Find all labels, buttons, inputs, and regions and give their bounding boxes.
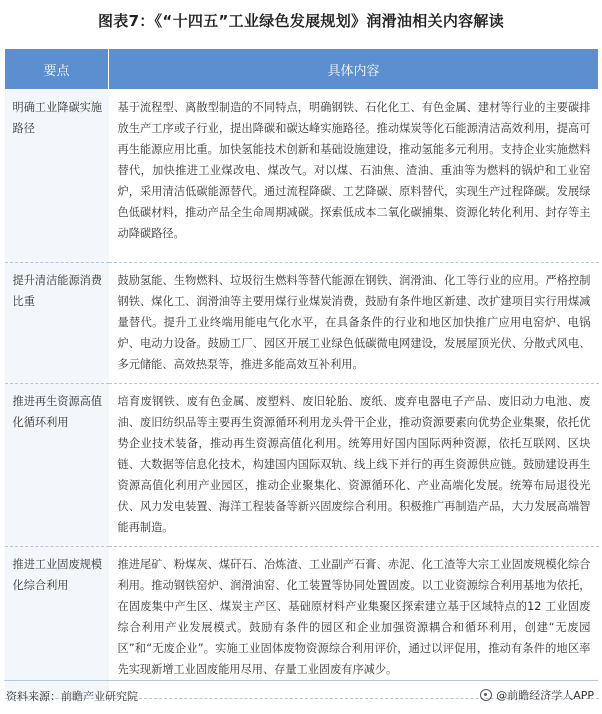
row-content: 推进尾矿、粉煤灰、煤矸石、冶炼渣、工业副产石膏、赤泥、化工渣等大宗工业固废规模化综合利用。推动钢铁窑炉、润滑油窑、化工装置等协同处置固废。以工业资源综合利用基地为依托，在固废集中产生区、煤炭主产区、基础原材料产业集聚区探索建立基于区域特点的12 工业固废综合利用产业发展模式。鼓励有条件的园区和企业加强资源耦合和循环利用，创建“无废园区”和“无废企业”。实施工业固体废物资源综合利用评价，通过以评促用，推动有条件的地区率先实现新增工业固废能用尽用、存量工业固废有序减少。	[109, 547, 599, 699]
row-key: 推进工业固废规模化综合利用	[5, 547, 109, 699]
footer-divider	[4, 680, 598, 681]
row-key: 提升清洁能源消费比重	[5, 263, 109, 384]
source-note: 资料来源：前瞻产业研究院	[6, 690, 138, 703]
row-key: 推进再生资源高值化循环利用	[5, 384, 109, 547]
row-content: 基于流程型、离散型制造的不同特点，明确钢铁、石化化工、有色金属、建材等行业的主要碳排放生产工序或子行业，提出降碳和碳达峰实施路径。推动煤炭等化石能源清洁高效利用，提高可再生能源应用比重。加快氢能技术创新和基础设施建设，推动氢能多元利用。支持企业实施燃料替代，加快推进工业煤改电、煤改气。对以煤、石油焦、渣油、重油等为燃料的锅炉和工业窑炉，采用清洁低碳能源替代。通过流程降碳、工艺降碳、原料替代，实现生产过程降碳。发展绿色低碳材料，推动产品全生命周期减碳。探索低成本二氧化碳捕集、资源化转化利用、封存等主动降碳路径。	[109, 90, 599, 263]
policy-table	[4, 48, 599, 699]
table-row	[5, 384, 599, 547]
table-row	[5, 263, 599, 384]
brand-label: @前瞻经济学人APP	[496, 689, 594, 702]
brand-credit	[480, 687, 594, 703]
row-content: 培育废钢铁、废有色金属、废塑料、废旧轮胎、废纸、废弃电器电子产品、废旧动力电池、废油、废旧纺织品等主要再生资源循环利用龙头骨干企业，推动资源要素向优势企业集聚，依托优势企业技术装备，推动再生资源高值化利用。统筹用好国内国际两种资源，依托互联网、区块链、大数据等信息化技术，构建国内国际双轨、线上线下并行的再生资源供应链。鼓励建设再生资源高值化利用产业园区，推动企业聚集化、资源循环化、产业高端化发展。统筹布局退役光伏、风力发电装置、海洋工程装备等新兴固废综合利用。积极推广再制造产品，大力发展高端智能再制造。	[109, 384, 599, 547]
table-header-row	[5, 49, 599, 90]
brand-logo-icon	[480, 689, 492, 701]
page-title: 图表7：《“十四五”工业绿色发展规划》润滑油相关内容解读	[97, 12, 505, 30]
column-header-key: 要点	[5, 49, 109, 90]
column-header-content: 具体内容	[109, 49, 599, 90]
table-row	[5, 90, 599, 263]
row-content: 鼓励氢能、生物燃料、垃圾衍生燃料等替代能源在钢铁、润滑油、化工等行业的应用。严格控制钢铁、煤化工、润滑油等主要用煤行业煤炭消费，鼓励有条件地区新建、改扩建项目实行用煤减量替代。提升工业终端用能电气化水平，在具备条件的行业和地区加快推广应用电窑炉、电锅炉、电动力设备。鼓励工厂、园区开展工业绿色低碳微电网建设，发展屋顶光伏、分散式风电、多元储能、高效热泵等，推进多能高效互补利用。	[109, 263, 599, 384]
table-row	[5, 547, 599, 699]
row-key: 明确工业降碳实施路径	[5, 90, 109, 263]
